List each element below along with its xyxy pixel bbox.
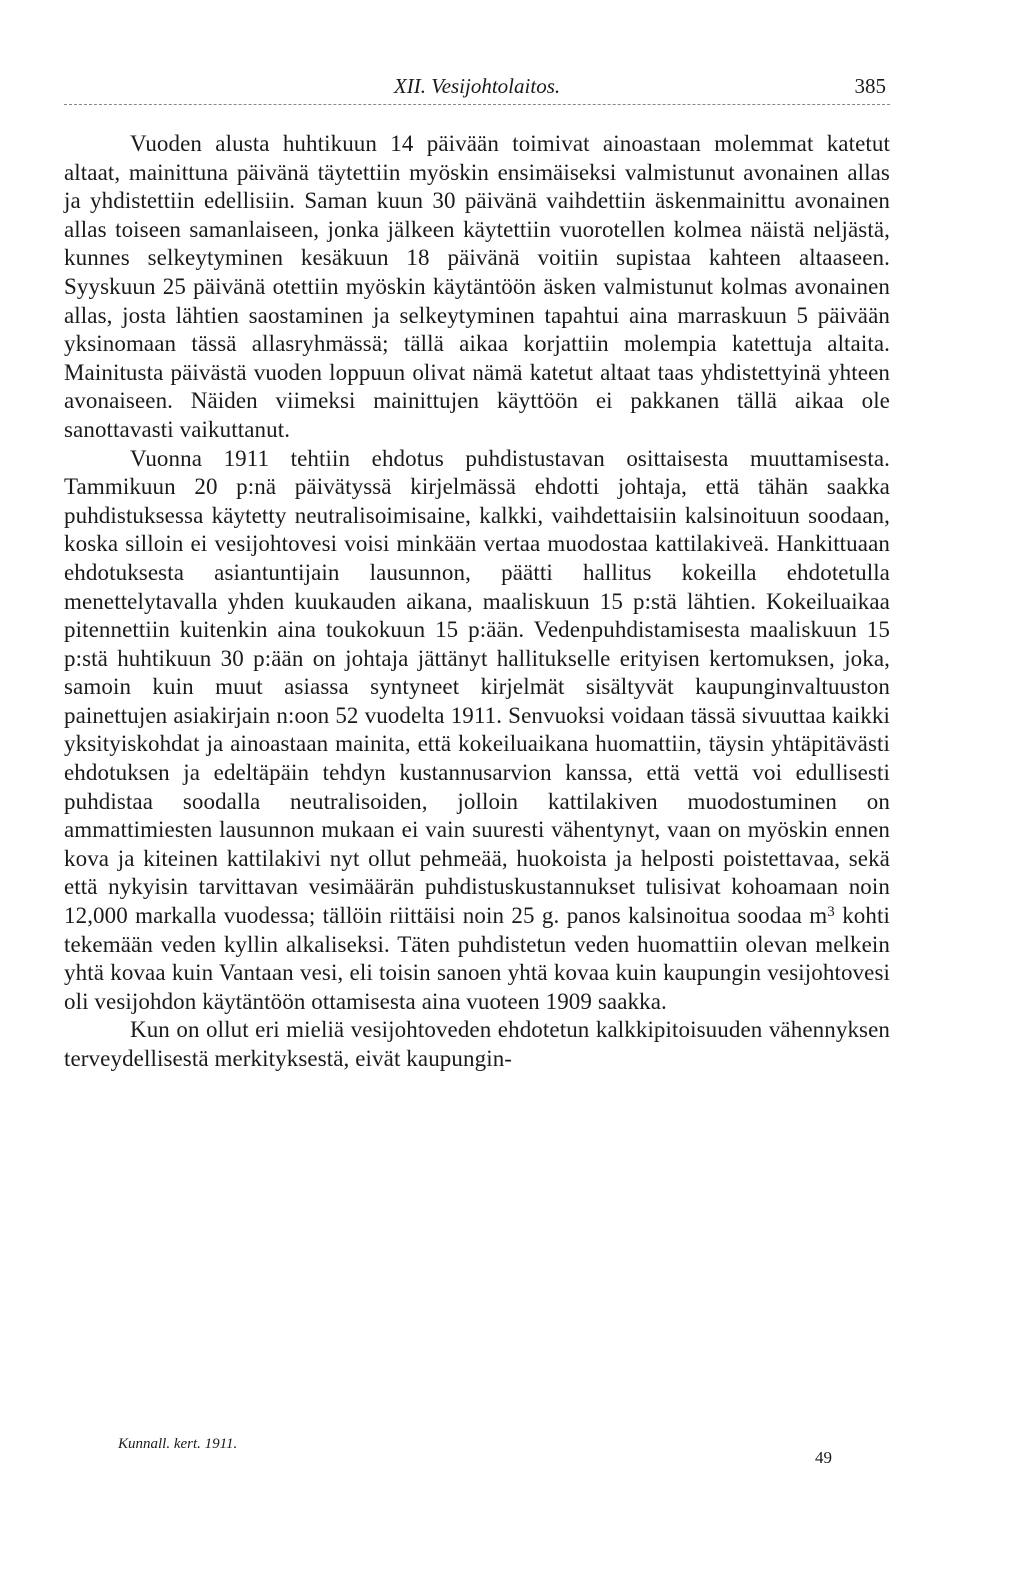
footer-source: Kunnall. kert. 1911. <box>118 1436 238 1452</box>
page-number: 385 <box>854 74 886 98</box>
superscript: 3 <box>827 904 835 921</box>
paragraph: Vuoden alusta huhtikuun 14 päivään toimivat ainoastaan molemmat katetut altaat, mainittuna päivänä täytettiin myöskin ensimäiseksi valmistunut avonainen allas ja yhdistettiin edellisiin. Saman kuun 30 päivänä vaihdettiin äskenmainittu avonainen allas toiseen samanlaiseen, jonka jälkeen käytettiin vuorotellen kolmea näistä neljästä, kunnes selkeytyminen kesäkuun 18 päivänä voitiin supistaa kahteen altaaseen. Syyskuun 25 päivänä otettiin myöskin käytäntöön äsken valmistunut kolmas avonainen allas, josta lähtien saostaminen ja selkeytyminen tapahtui aina marraskuun 5 päivään yksinomaan tässä allasryhmässä; tällä aikaa korjattiin molempia katettuja altaita. Mainitusta päivästä vuoden loppuun olivat nämä katetut altaat taas yhdistettyinä yhteen avonaiseen. Näiden viimeksi mainittujen käyttöön ei pakkanen tällä aikaa ole sanottavasti vaikuttanut. <box>64 131 890 442</box>
paragraph: Kun on ollut eri mieliä vesijohtoveden ehdotetun kalkkipitoisuuden vähennyksen terveydellisestä merkityksestä, eivät kaupungin- <box>64 1017 890 1071</box>
header-title: XII. Vesijohtolaitos. <box>393 74 561 98</box>
paragraph <box>64 445 890 1017</box>
paragraph-text: kohti tekemään veden kyllin alkaliseksi. Täten puhdistetun veden huomattiin olevan melkein yhtä kovaa kuin Vantaan vesi, eli toisin sanoen yhtä kovaa kuin kaupungin vesijohtovesi oli vesijohdon käytäntöön ottamisesta aina vuoteen 1909 saakka. <box>64 903 890 1014</box>
body-text <box>64 130 890 1074</box>
paragraph-text: Vuonna 1911 tehtiin ehdotus puhdistustavan osittaisesta muuttamisesta. Tammikuun 20 p:nä päivätyssä kirjelmässä ehdotti johtaja, että tähän saakka puhdistuksessa käytetty neutralisoimisaine, kalkki, vaihdettaisiin kalsinoituun soodaan, koska silloin ei vesijohtovesi voisi minkään vertaa muodostaa kattilakiveä. Hankittuaan ehdotuksesta asiantuntijain lausunnon, päätti hallitus kokeilla ehdotetulla menettelytavalla yhden kuukauden aikana, maaliskuun 15 p:stä lähtien. Kokeiluaikaa pitennettiin kuitenkin aina toukokuun 15 p:ään. Vedenpuhdistamisesta maaliskuun 15 p:stä huhtikuun 30 p:ään on johtaja jättänyt hallitukselle erityisen kertomuksen, joka, samoin kuin muut asiassa syntyneet kirjelmät sisältyvät kaupunginvaltuuston painettujen asiakirjain n:oon 52 vuodelta 1911. Senvuoksi voidaan tässä sivuuttaa kaikki yksityiskohdat ja ainoastaan mainita, että kokeiluaikana huomattiin, täysin yhtäpitävästi ehdotuksen ja edeltäpäin tehdyn kustannusarvion kanssa, että vettä voi edullisesti puhdistaa soodalla neutralisoiden, jolloin kattilakiven muodostuminen on ammattimiesten lausunnon mukaan ei vain suuresti vähentynyt, vaan on myöskin ennen kova ja kiteinen kattilakivi nyt ollut pehmeää, huokoista ja helposti poistettavaa, sekä että nykyisin tarvittavan vesimäärän puhdistuskustannukset tulisivat kohoamaan noin 12,000 markalla vuodessa; tällöin riittäisi noin 25 g. panos kalsinoitua soodaa m <box>64 445 890 929</box>
running-header <box>64 68 890 105</box>
signature-mark: 49 <box>815 1448 832 1467</box>
